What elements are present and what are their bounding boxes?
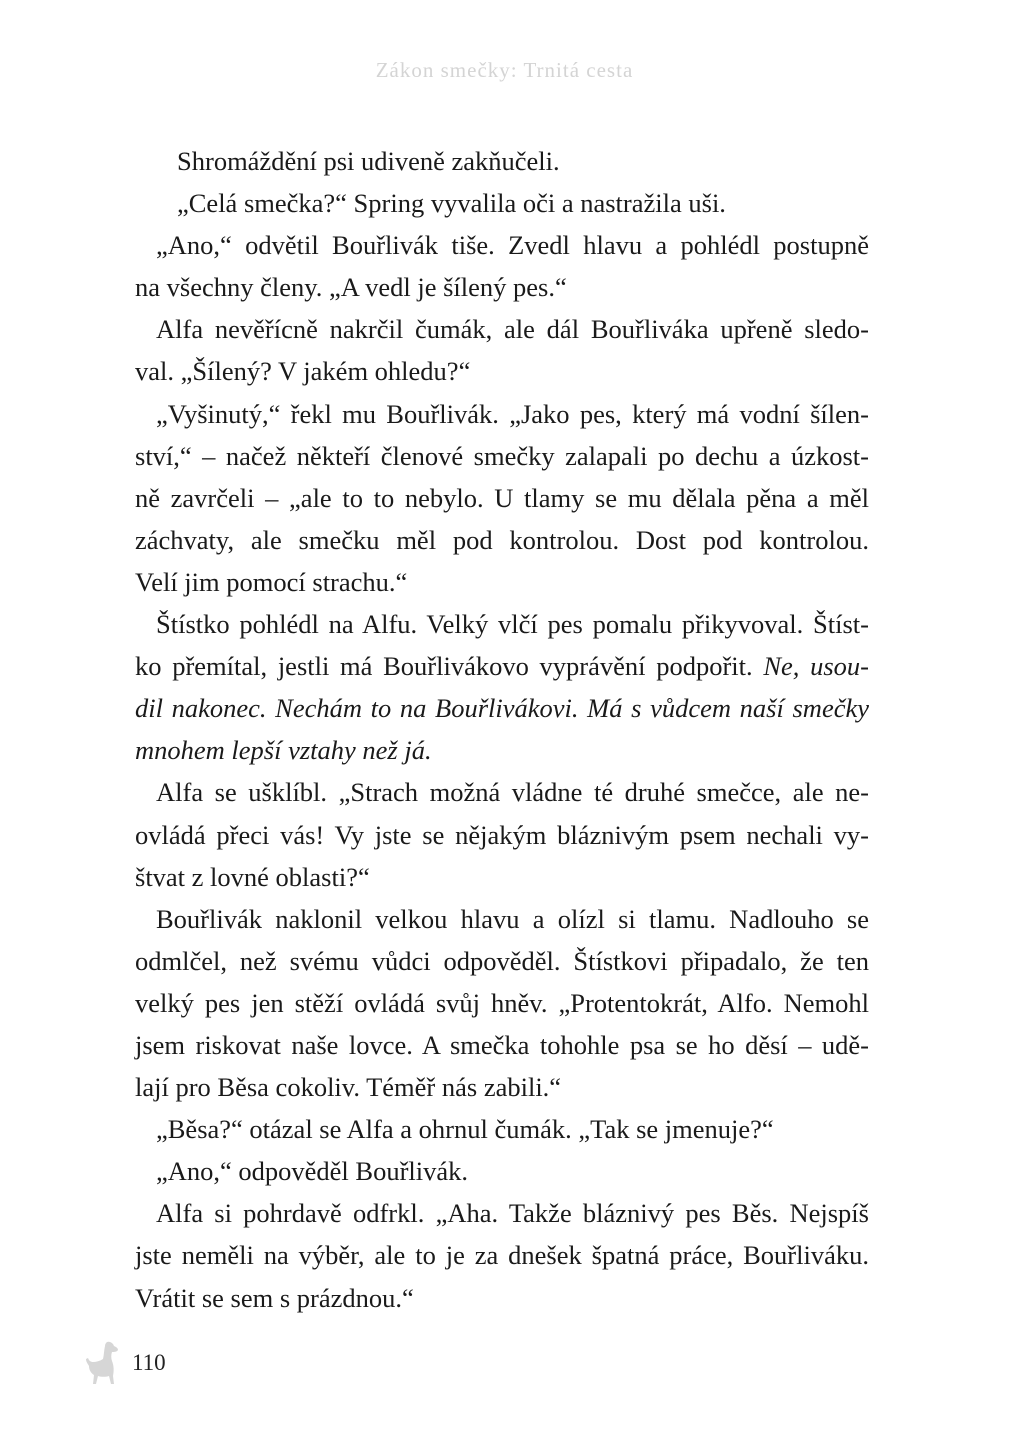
paragraph <box>135 308 869 392</box>
text-line: jste neměli na výběr, ale to je za dnešek špatná práce, Bouřliváku. <box>135 1240 869 1271</box>
paragraph <box>135 182 869 224</box>
text-line: Alfa si pohrdavě odfrkl. „Aha. Takže bláznivý pes Běs. Nejspíš <box>156 1198 869 1229</box>
dog-silhouette-icon <box>84 1340 120 1386</box>
text-line: záchvaty, ale smečku měl pod kontrolou. Dost pod kontrolou. <box>135 524 869 555</box>
italic-text: mnohem lepší vztahy než já. <box>135 735 432 766</box>
page-footer <box>84 1338 166 1388</box>
paragraph <box>135 393 869 603</box>
italic-text: Ne, usou- <box>763 651 869 682</box>
text-line: odmlčel, než svému vůdci odpověděl. Štístkovi připadalo, že ten <box>135 945 869 976</box>
text-line: Alfa se ušklíbl. „Strach možná vládne té druhé smečce, ale ne- <box>156 777 869 808</box>
paragraph <box>135 224 869 308</box>
text-line: „Vyšinutý,“ řekl mu Bouřlivák. „Jako pes, který má vodní šílen- <box>156 398 869 429</box>
text-line <box>135 687 869 729</box>
text-line: Velí jim pomocí strachu.“ <box>135 566 408 597</box>
paragraph <box>135 603 869 771</box>
text-line: „Ano,“ odpověděl Bouřlivák. <box>156 1156 469 1187</box>
text-line: Shromáždění psi udiveně zakňučeli. <box>177 146 560 176</box>
text-line: „Běsa?“ otázal se Alfa a ohrnul čumák. „Tak se jmenuje?“ <box>156 1114 774 1145</box>
running-header: Zákon smečky: Trnitá cesta <box>375 58 634 82</box>
text-line: velký pes jen stěží ovládá svůj hněv. „Protentokrát, Alfo. Nemohl <box>135 987 869 1018</box>
paragraph <box>135 771 869 897</box>
text-line: lají pro Běsa cokoliv. Téměř nás zabili.“ <box>135 1072 562 1103</box>
text-line: „Celá smečka?“ Spring vyvalila oči a nastražila uši. <box>177 188 726 219</box>
paragraph <box>135 898 869 1108</box>
text-line: „Ano,“ odvětil Bouřlivák tiše. Zvedl hlavu a pohlédl postupně <box>156 230 869 261</box>
text-line: na všechny členy. „A vedl je šílený pes.“ <box>135 272 567 303</box>
text-line <box>135 645 869 687</box>
text-line: Štístko pohlédl na Alfu. Velký vlčí pes pomalu přikyvoval. Štíst- <box>156 609 869 640</box>
page-number: 110 <box>132 1350 166 1375</box>
text-span: ko přemítal, jestli má Bouřlivákovo vyprávění podpořit. <box>135 651 764 682</box>
text-line: val. „Šílený? V jakém ohledu?“ <box>135 356 471 387</box>
body-text <box>135 140 869 1319</box>
paragraph <box>135 140 869 182</box>
text-line: Vrátit se sem s prázdnou.“ <box>135 1282 414 1313</box>
text-line: ství,“ – načež někteří členové smečky zalapali po dechu a úzkost- <box>135 440 869 471</box>
text-line: ně zavrčeli – „ale to to nebylo. U tlamy se mu dělala pěna a měl <box>135 482 869 513</box>
text-line: Alfa nevěřícně nakrčil čumák, ale dál Bouřliváka upřeně sledo- <box>156 314 869 345</box>
paragraph <box>135 1150 869 1192</box>
text-line: jsem riskovat naše lovce. A smečka tohohle psa se ho děsí – udě- <box>135 1029 869 1060</box>
paragraph <box>135 1108 869 1150</box>
text-line <box>135 729 869 771</box>
text-line: Bouřlivák naklonil velkou hlavu a olízl si tlamu. Nadlouho se <box>156 903 869 934</box>
italic-text: dil nakonec. Nechám to na Bouřlivákovi. Má s vůdcem naší smečky <box>135 693 869 724</box>
text-line: ovládá přeci vás! Vy jste se nějakým bláznivým psem nechali vy- <box>135 819 869 850</box>
text-line: štvat z lovné oblasti?“ <box>135 861 370 892</box>
paragraph <box>135 1192 869 1318</box>
